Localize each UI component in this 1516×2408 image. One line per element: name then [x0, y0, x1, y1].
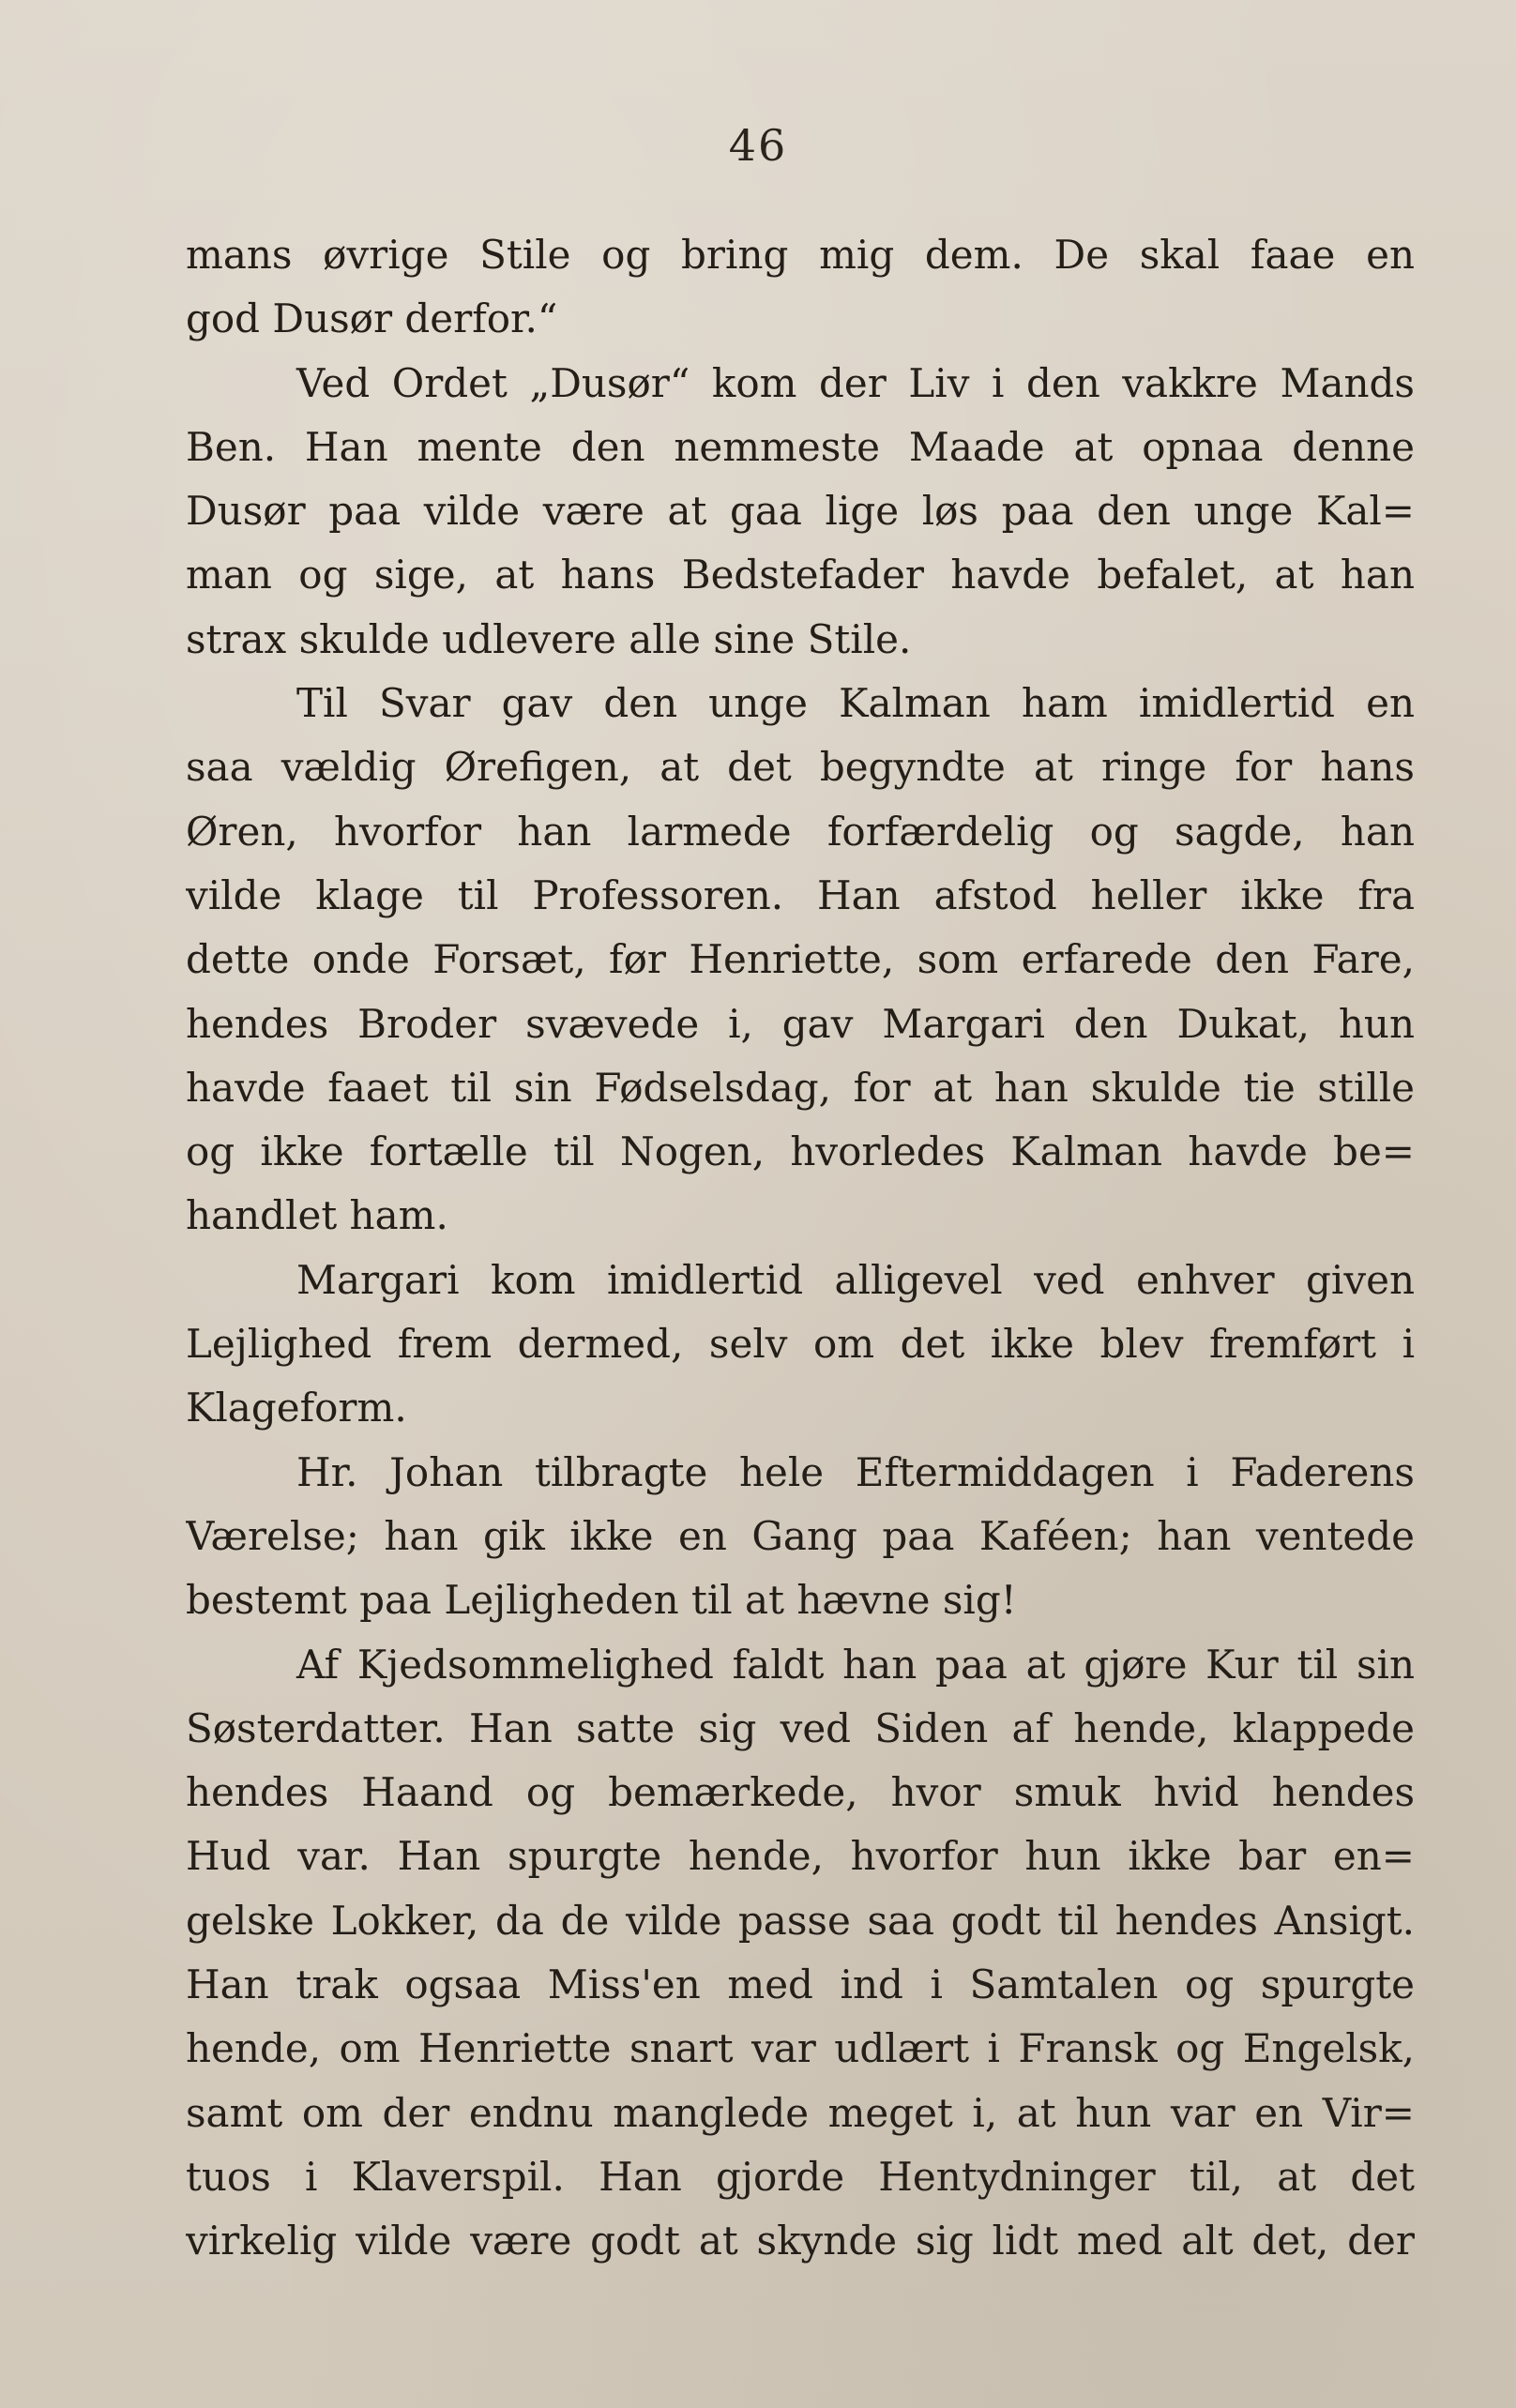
- text-line: bestemt paa Lejligheden til at hævne sig!: [186, 1577, 1017, 1624]
- text-line: Lejlighed frem dermed, selv om det ikke blev fremført i: [186, 1321, 1415, 1368]
- text-line: Han trak ogsaa Miss'en med ind i Samtalen og spurgte: [186, 1961, 1415, 2008]
- text-line: samt om der endnu manglede meget i, at hun var en Vir=: [186, 2089, 1415, 2136]
- text-line: Ved Ordet „Dusør“ kom der Liv i den vakkre Mands: [296, 359, 1415, 406]
- text-line: og ikke fortælle til Nogen, hvorledes Kalman havde be=: [186, 1128, 1415, 1175]
- text-line: Søsterdatter. Han satte sig ved Siden af hende, klappede: [186, 1704, 1415, 1751]
- page-number: 46: [728, 120, 788, 171]
- text-line: Til Svar gav den unge Kalman ham imidlertid en: [296, 680, 1415, 727]
- body-text: [186, 223, 1415, 2274]
- text-line: Hr. Johan tilbragte hele Eftermiddagen i Faderens: [296, 1448, 1415, 1495]
- text-line: Af Kjedsommelighed faldt han paa at gjøre Kur til sin: [296, 1641, 1415, 1688]
- text-line: Margari kom imidlertid alligevel ved enhver given: [296, 1256, 1415, 1303]
- text-line: dette onde Forsæt, før Henriette, som erfarede den Fare,: [186, 936, 1415, 983]
- text-line: hende, om Henriette snart var udlært i Fransk og Engelsk,: [186, 2025, 1415, 2072]
- text-line: Klageform.: [186, 1385, 407, 1431]
- text-line: Øren, hvorfor han larmede forfærdelig og sagde, han: [186, 808, 1415, 855]
- text-line: god Dusør derfor.“: [186, 295, 558, 342]
- text-line: handlet ham.: [186, 1192, 448, 1239]
- text-line: Værelse; han gik ikke en Gang paa Kaféen; han ventede: [186, 1512, 1415, 1559]
- text-line: Dusør paa vilde være at gaa lige løs paa den unge Kal=: [186, 488, 1415, 535]
- text-line: tuos i Klaverspil. Han gjorde Hentydninger til, at det: [186, 2153, 1415, 2200]
- text-line: vilde klage til Professoren. Han afstod heller ikke fra: [186, 871, 1415, 918]
- text-line: Hud var. Han spurgte hende, hvorfor hun ikke bar en=: [186, 1833, 1415, 1880]
- text-line: Ben. Han mente den nemmeste Maade at opnaa denne: [186, 423, 1415, 470]
- text-line: mans øvrige Stile og bring mig dem. De skal faae en: [186, 232, 1415, 278]
- text-line: man og sige, at hans Bedstefader havde befalet, at han: [186, 552, 1415, 598]
- text-line: saa vældig Ørefigen, at det begyndte at ringe for hans: [186, 744, 1415, 791]
- text-line: virkelig vilde være godt at skynde sig lidt med alt det, der: [186, 2218, 1415, 2264]
- text-line: havde faaet til sin Fødselsdag, for at han skulde tie stille: [186, 1064, 1415, 1111]
- text-line: hendes Broder svævede i, gav Margari den Dukat, hun: [186, 1000, 1415, 1047]
- text-line: hendes Haand og bemærkede, hvor smuk hvid hendes: [186, 1769, 1415, 1816]
- text-line: gelske Lokker, da de vilde passe saa godt til hendes Ansigt.: [186, 1897, 1415, 1944]
- text-line: strax skulde udlevere alle sine Stile.: [186, 615, 912, 662]
